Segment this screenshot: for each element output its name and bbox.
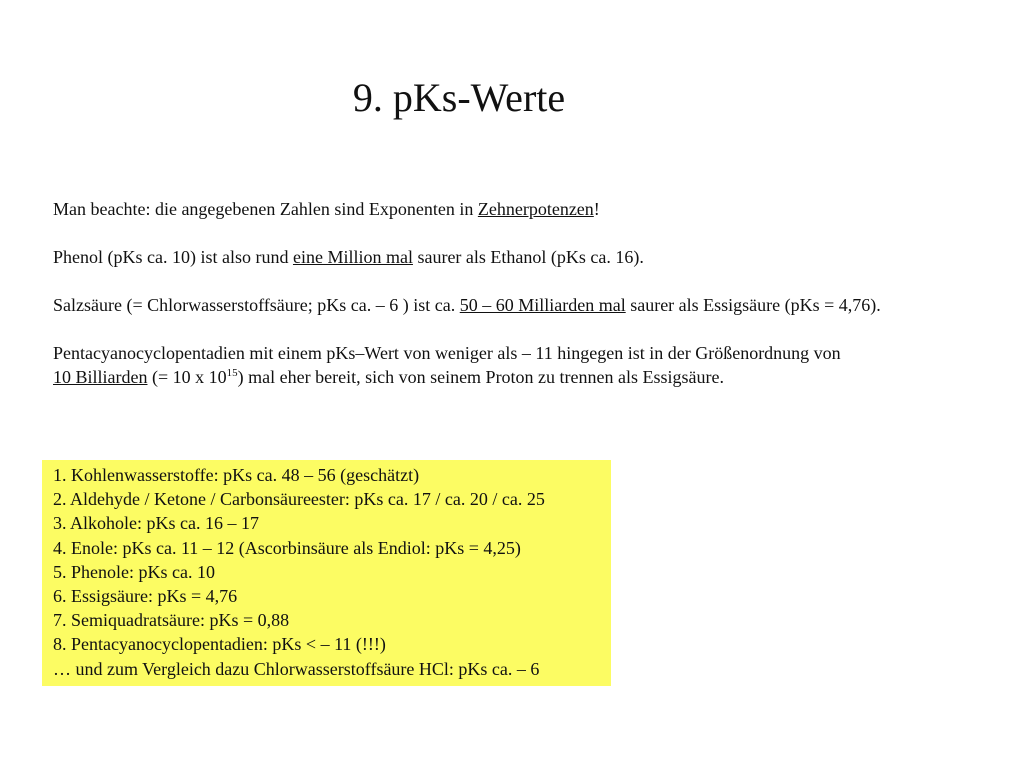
page-title: 9. pKs-Werte [352, 75, 566, 120]
pentacyano-mid: (= 10 x 10 [147, 367, 227, 387]
salzsaeure-suffix: saurer als Essigsäure (pKs = 4,76). [625, 295, 881, 315]
pentacyano-line1: Pentacyanocyclopentadien mit einem pKs–Wert von weniger als – 11 hingegen ist in der Größenordnung von [53, 343, 841, 363]
phenol-prefix: Phenol (pKs ca. 10) ist also rund [53, 247, 293, 267]
phenol-suffix: saurer als Ethanol (pKs ca. 16). [412, 247, 644, 267]
list-item: 1. Kohlenwasserstoffe: pKs ca. 48 – 56 (geschätzt) [53, 465, 420, 485]
note-suffix: ! [593, 199, 600, 219]
pentacyano-highlight: 10 Billiarden [53, 367, 148, 387]
phenol-paragraph [53, 246, 644, 269]
note-underlined-term: Zehnerpotenzen [477, 199, 594, 219]
phenol-highlight: eine Million mal [292, 247, 413, 267]
list-item: … und zum Vergleich dazu Chlorwasserstoffsäure HCl: pKs ca. – 6 [53, 658, 540, 679]
list-item: 6. Essigsäure: pKs = 4,76 [53, 586, 238, 607]
list-item: 2. Aldehyde / Ketone / Carbonsäureester: pKs ca. 17 / ca. 20 / ca. 25 [53, 489, 545, 510]
salzsaeure-paragraph [53, 294, 881, 317]
pentacyano-suffix: ) mal eher bereit, sich von seinem Proton zu trennen als Essigsäure. [237, 367, 725, 387]
salzsaeure-highlight: 50 – 60 Milliarden mal [459, 295, 626, 315]
salzsaeure-prefix: Salzsäure (= Chlorwasserstoffsäure; pKs ca. – 6 ) ist ca. [53, 295, 460, 315]
pentacyano-exponent: 15 [226, 367, 238, 379]
note-prefix: Man beachte: die angegebenen Zahlen sind Exponenten in [53, 199, 478, 219]
list-item: 3. Alkohole: pKs ca. 16 – 17 [53, 513, 259, 534]
list-item: 7. Semiquadratsäure: pKs = 0,88 [53, 610, 290, 631]
note-paragraph [53, 198, 600, 221]
list-item: 8. Pentacyanocyclopentadien: pKs < – 11 (!!!) [53, 634, 386, 655]
pks-summary-box [42, 460, 611, 686]
list-item: 5. Phenole: pKs ca. 10 [53, 561, 215, 582]
list-item: 4. Enole: pKs ca. 11 – 12 (Ascorbinsäure als Endiol: pKs = 4,25) [53, 537, 521, 558]
pentacyano-line2 [53, 366, 724, 389]
